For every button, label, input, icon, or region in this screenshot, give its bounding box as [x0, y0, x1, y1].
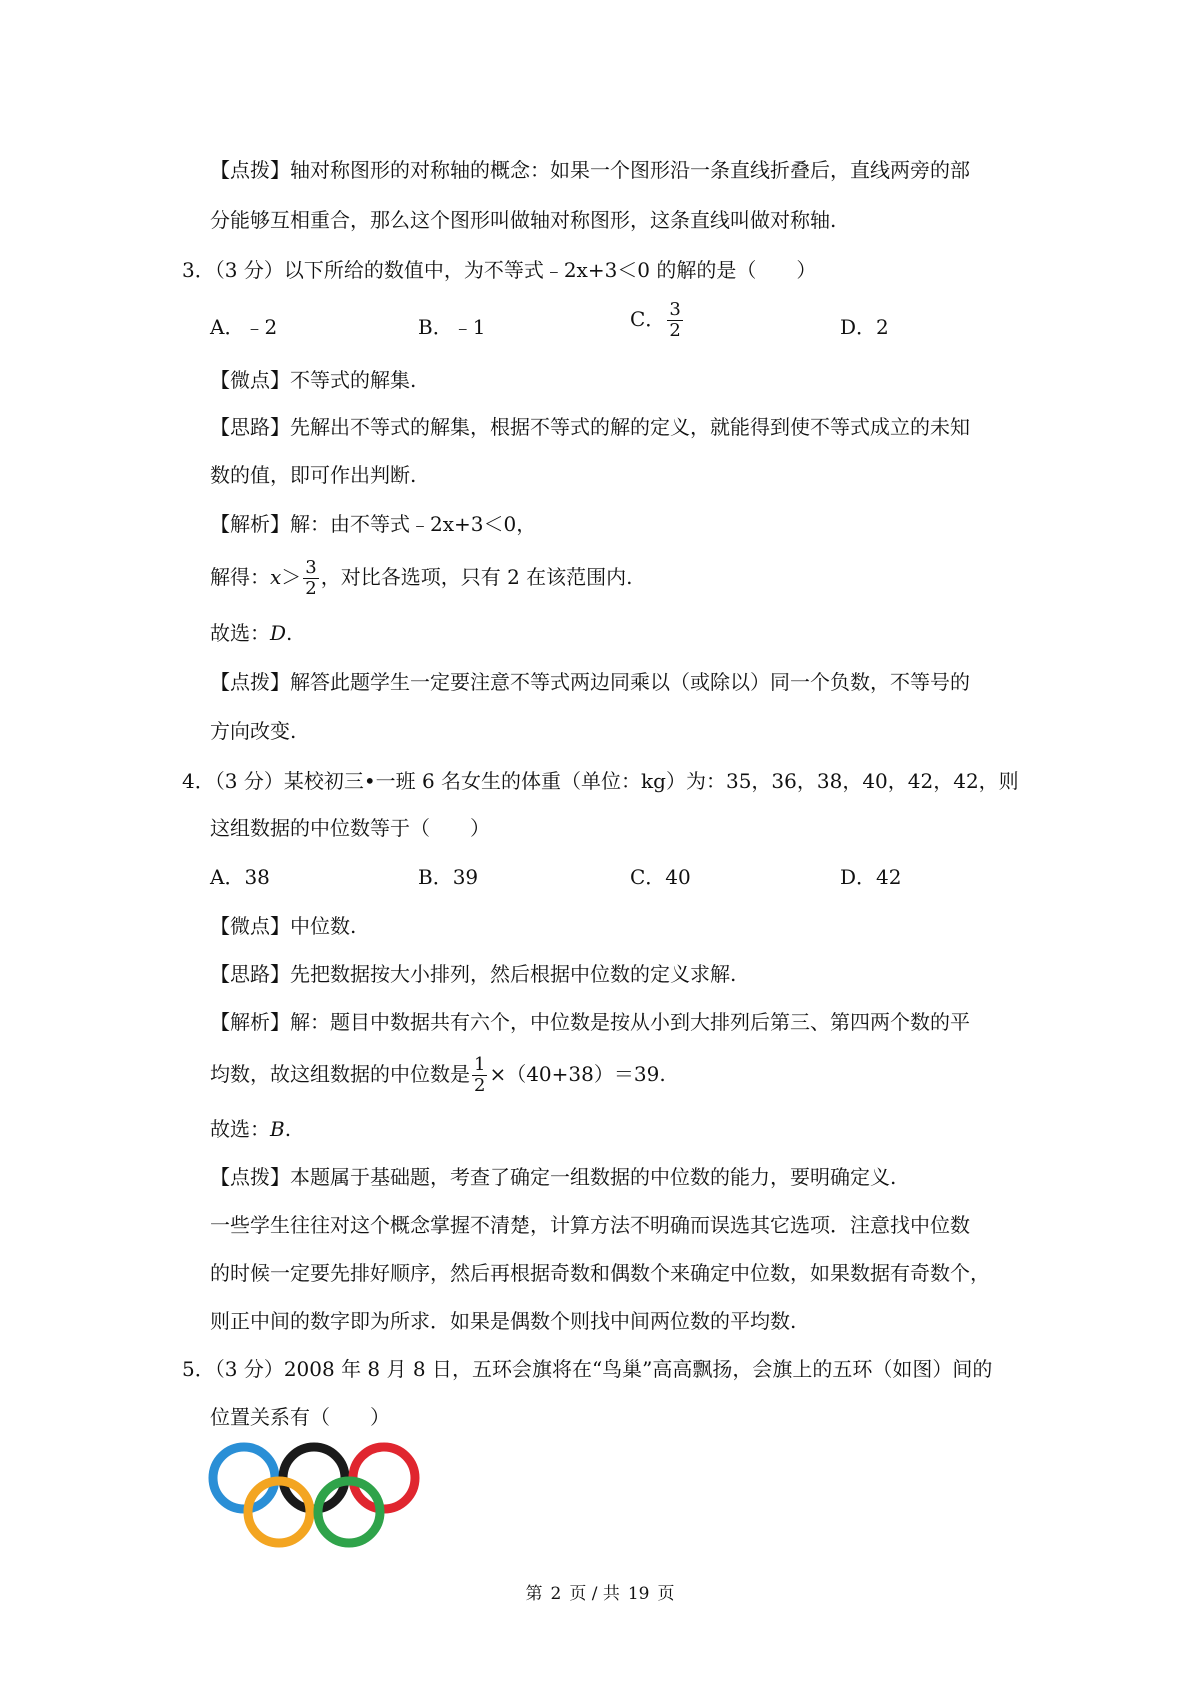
q3-stem-text: （3 分）以下所给的数值中，为不等式﹣2x+3＜0 的解的是（ ） — [214, 258, 817, 282]
q2-tip-line1: 【点拨】轴对称图形的对称轴的概念：如果一个图形沿一条直线折叠后，直线两旁的部 — [210, 158, 970, 182]
footer-label-post: 页 — [657, 1584, 675, 1604]
q3-stem — [182, 255, 816, 285]
q4-tip-line4: 则正中间的数字即为所求．如果是偶数个则找中间两位数的平均数. — [210, 1309, 797, 1333]
q5-stem-text: （3 分）2008 年 8 月 8 日，五环会旗将在“鸟巢”高高飘扬，会旗上的五环（如图）间的 — [214, 1357, 993, 1381]
q4-idea: 【思路】先把数据按大小排列，然后根据中位数的定义求解. — [210, 962, 737, 986]
q4-analysis-suffix: ×（40+38）＝39. — [489, 1062, 666, 1086]
q4-answer-label: 故选： — [210, 1117, 270, 1141]
ring-red — [353, 1447, 415, 1509]
ring-black — [283, 1447, 345, 1509]
q4-point: 【微点】中位数. — [210, 914, 357, 938]
q3-answer-period: . — [286, 621, 293, 645]
q5-stem-line1 — [182, 1354, 992, 1384]
q3-analysis-prefix: 解得： — [210, 565, 270, 589]
q5-stem-line2: 位置关系有（ ） — [210, 1405, 390, 1429]
q4-answer-period: . — [284, 1117, 292, 1141]
footer-label-mid: 页 / 共 — [569, 1584, 620, 1604]
fraction-numerator: 3 — [669, 299, 681, 320]
fraction-denominator: 2 — [474, 1075, 486, 1096]
q4-analysis-line1: 【解析】解：题目中数据共有六个，中位数是按从小到大排列后第三、第四两个数的平 — [210, 1010, 970, 1034]
footer-page-current: 2 — [550, 1584, 562, 1604]
q4-option-d: D．42 — [840, 865, 902, 889]
q3-tip-line1: 【点拨】解答此题学生一定要注意不等式两边同乘以（或除以）同一个负数，不等号的 — [210, 670, 970, 694]
q4-analysis-fraction — [472, 1055, 487, 1096]
q4-stem-text: （3 分）某校初三•一班 6 名女生的体重（单位：kg）为：35，36，38，40，42，42，则 — [214, 769, 1019, 793]
q4-option-a: A．38 — [210, 865, 270, 889]
ring-blue — [213, 1447, 275, 1509]
q4-analysis-prefix: 均数，故这组数据的中位数是 — [210, 1062, 470, 1086]
q3-point: 【微点】不等式的解集. — [210, 368, 417, 392]
q3-answer-label: 故选： — [210, 621, 270, 645]
q3-option-c-fraction — [667, 300, 682, 341]
olympic-rings-image — [208, 1442, 424, 1550]
q4-stem-line1 — [182, 766, 1019, 796]
q3-number: 3． — [182, 258, 215, 282]
q3-option-d: D．2 — [840, 315, 889, 339]
q3-idea-line2: 数的值，即可作出判断. — [210, 463, 417, 487]
q3-answer-value: D — [270, 621, 287, 645]
q3-idea-line1: 【思路】先解出不等式的解集，根据不等式的解的定义，就能得到使不等式成立的未知 — [210, 415, 970, 439]
ring-yellow — [248, 1481, 310, 1543]
fraction-numerator: 3 — [305, 557, 317, 578]
q4-answer-value: B — [270, 1117, 285, 1141]
q3-analysis-line2 — [210, 558, 633, 599]
fraction-numerator: 1 — [474, 1054, 486, 1075]
q3-analysis-suffix: ，对比各选项，只有 2 在该范围内. — [320, 565, 633, 589]
q4-answer — [210, 1114, 291, 1144]
q3-analysis-fraction — [303, 558, 318, 599]
q2-tip-line2: 分能够互相重合，那么这个图形叫做轴对称图形，这条直线叫做对称轴. — [210, 208, 837, 232]
page-footer — [0, 1582, 1200, 1606]
ring-green — [318, 1481, 380, 1543]
q3-answer — [210, 618, 292, 648]
q4-tip-line2: 一些学生往往对这个概念掌握不清楚，计算方法不明确而误选其它选项．注意找中位数 — [210, 1213, 970, 1237]
q3-option-c-label: C． — [630, 307, 666, 331]
q4-tip-line1: 【点拨】本题属于基础题，考查了确定一组数据的中位数的能力，要明确定义. — [210, 1165, 897, 1189]
q3-analysis-line1: 【解析】解：由不等式﹣2x+3＜0， — [210, 512, 537, 536]
q3-analysis-variable: x — [270, 565, 282, 589]
q4-number: 4． — [182, 769, 215, 793]
q3-option-a: A．﹣2 — [210, 315, 278, 339]
q4-option-c: C．40 — [630, 865, 691, 889]
q4-tip-line3: 的时候一定要先排好顺序，然后再根据奇数和偶数个来确定中位数，如果数据有奇数个， — [210, 1261, 990, 1285]
q3-analysis-gt: ＞ — [281, 565, 302, 589]
q4-analysis-line2 — [210, 1055, 666, 1096]
q3-option-c — [630, 300, 685, 341]
q5-number: 5． — [182, 1357, 215, 1381]
fraction-denominator: 2 — [669, 320, 681, 341]
q4-stem-line2: 这组数据的中位数等于（ ） — [210, 816, 490, 840]
q3-option-b: B．﹣1 — [418, 315, 486, 339]
fraction-denominator: 2 — [305, 578, 317, 599]
footer-label-pre: 第 — [525, 1584, 543, 1604]
q3-tip-line2: 方向改变. — [210, 719, 297, 743]
footer-page-total: 19 — [627, 1584, 650, 1604]
q4-option-b: B．39 — [418, 865, 479, 889]
